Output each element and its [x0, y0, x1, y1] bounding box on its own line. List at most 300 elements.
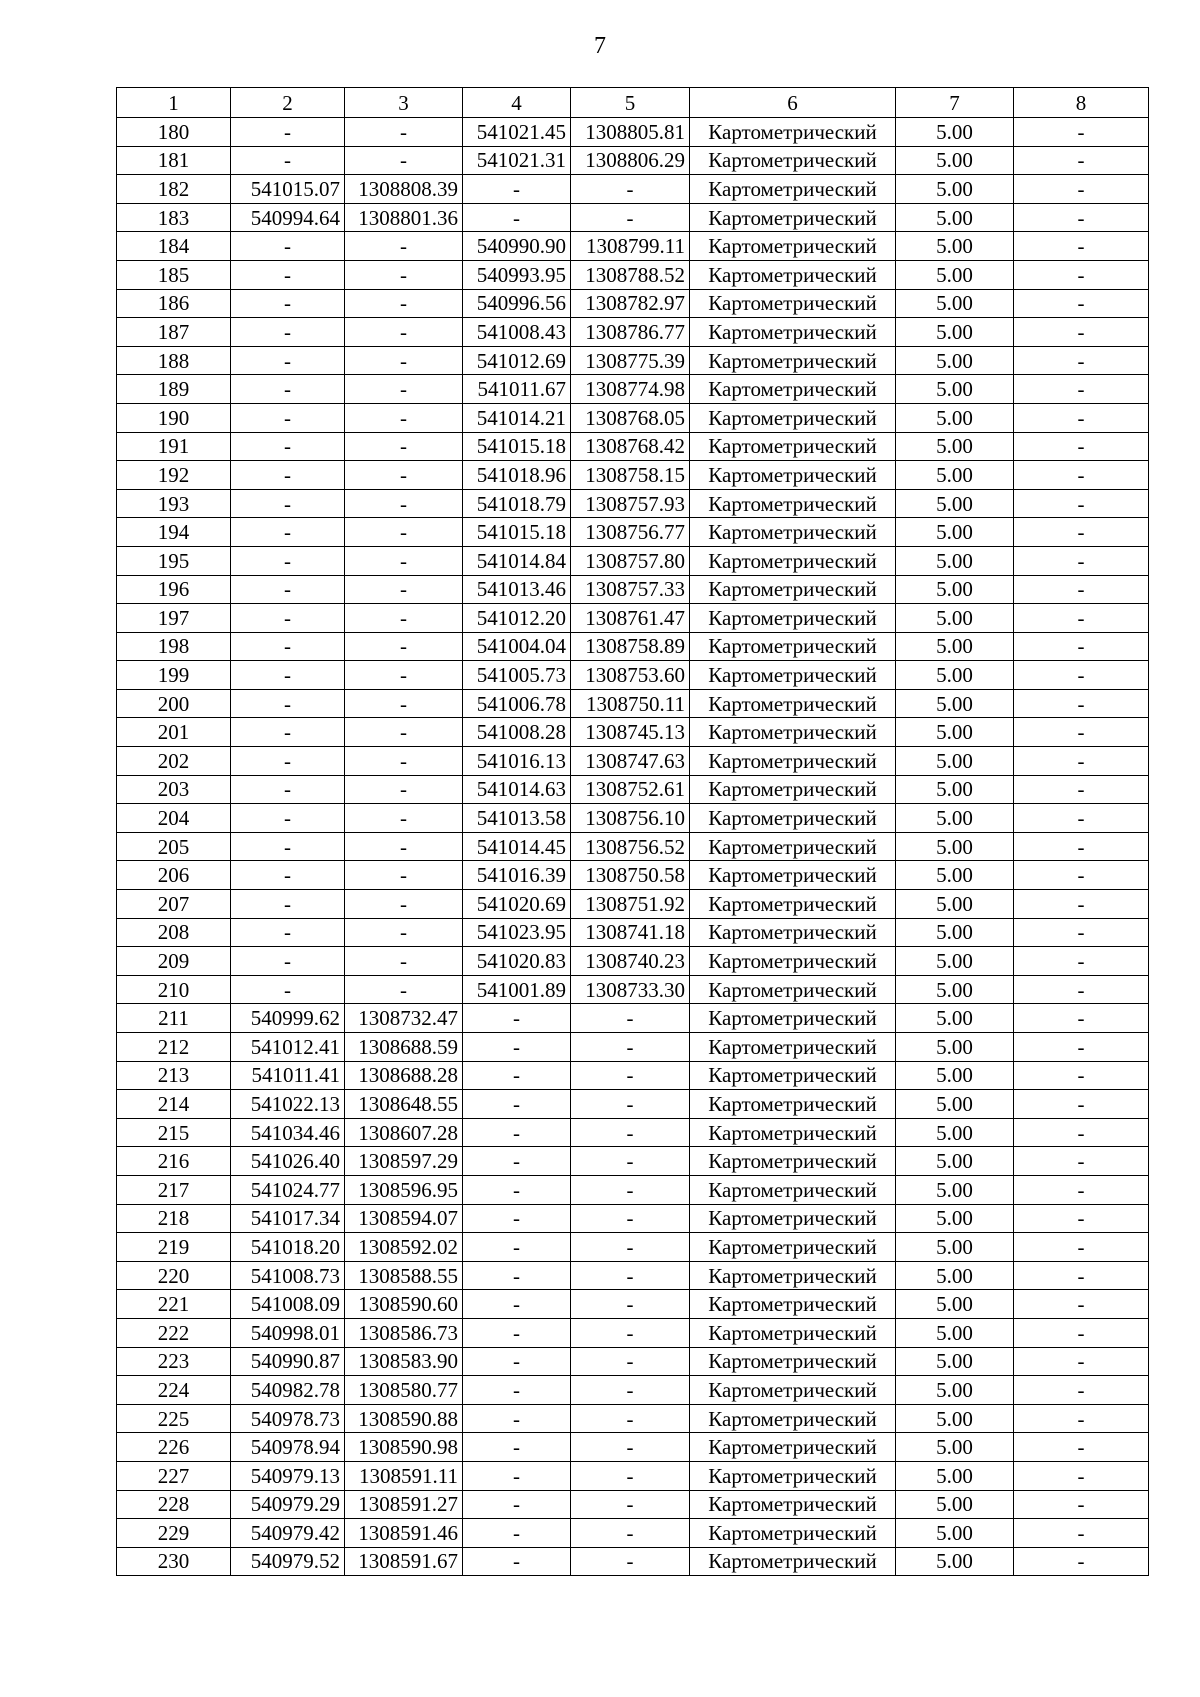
cell-y-new: - — [571, 1233, 690, 1262]
cell-x-existing: 541017.34 — [231, 1204, 345, 1233]
cell-x-existing: - — [231, 375, 345, 404]
cell-point-number: 196 — [117, 575, 231, 604]
cell-x-new: - — [463, 1290, 571, 1319]
cell-description: - — [1014, 1347, 1149, 1376]
cell-x-existing: - — [231, 518, 345, 547]
cell-method: Картометрический — [690, 1175, 896, 1204]
cell-x-new: - — [463, 1461, 571, 1490]
cell-accuracy: 5.00 — [896, 747, 1014, 776]
table-row — [117, 890, 1149, 919]
cell-description: - — [1014, 318, 1149, 347]
column-header-method: 6 — [690, 88, 896, 118]
cell-y-existing: - — [345, 689, 463, 718]
cell-description: - — [1014, 260, 1149, 289]
cell-accuracy: 5.00 — [896, 461, 1014, 490]
cell-description: - — [1014, 1175, 1149, 1204]
cell-point-number: 217 — [117, 1175, 231, 1204]
cell-accuracy: 5.00 — [896, 1061, 1014, 1090]
cell-point-number: 204 — [117, 804, 231, 833]
cell-x-existing: - — [231, 403, 345, 432]
cell-description: - — [1014, 661, 1149, 690]
cell-x-existing: - — [231, 232, 345, 261]
cell-y-existing: - — [345, 232, 463, 261]
cell-y-existing: - — [345, 146, 463, 175]
cell-y-existing: - — [345, 461, 463, 490]
cell-accuracy: 5.00 — [896, 1147, 1014, 1176]
cell-accuracy: 5.00 — [896, 346, 1014, 375]
cell-x-existing: 540990.87 — [231, 1347, 345, 1376]
cell-point-number: 184 — [117, 232, 231, 261]
column-header-x-existing: 2 — [231, 88, 345, 118]
cell-accuracy: 5.00 — [896, 861, 1014, 890]
cell-y-new: 1308750.11 — [571, 689, 690, 718]
cell-point-number: 186 — [117, 289, 231, 318]
cell-x-new: 541012.69 — [463, 346, 571, 375]
table-row — [117, 1261, 1149, 1290]
cell-point-number: 180 — [117, 118, 231, 147]
column-header-point-number: 1 — [117, 88, 231, 118]
table-row — [117, 1175, 1149, 1204]
cell-x-new: 541014.21 — [463, 403, 571, 432]
cell-x-existing: - — [231, 947, 345, 976]
cell-y-existing: - — [345, 661, 463, 690]
cell-x-existing: - — [231, 661, 345, 690]
cell-y-new: - — [571, 1404, 690, 1433]
cell-method: Картометрический — [690, 861, 896, 890]
cell-x-existing: 540982.78 — [231, 1376, 345, 1405]
table-row — [117, 1290, 1149, 1319]
cell-description: - — [1014, 1376, 1149, 1405]
cell-description: - — [1014, 718, 1149, 747]
cell-x-existing: - — [231, 604, 345, 633]
cell-x-existing: - — [231, 861, 345, 890]
cell-y-existing: 1308591.46 — [345, 1519, 463, 1548]
cell-y-new: 1308751.92 — [571, 890, 690, 919]
cell-x-existing: - — [231, 918, 345, 947]
table-row — [117, 661, 1149, 690]
cell-accuracy: 5.00 — [896, 890, 1014, 919]
cell-description: - — [1014, 1147, 1149, 1176]
cell-description: - — [1014, 403, 1149, 432]
cell-point-number: 214 — [117, 1090, 231, 1119]
cell-y-existing: - — [345, 432, 463, 461]
cell-x-new: - — [463, 203, 571, 232]
cell-y-existing: - — [345, 604, 463, 633]
cell-accuracy: 5.00 — [896, 1233, 1014, 1262]
cell-method: Картометрический — [690, 175, 896, 204]
table-row — [117, 203, 1149, 232]
cell-method: Картометрический — [690, 632, 896, 661]
cell-description: - — [1014, 175, 1149, 204]
cell-x-new: - — [463, 1147, 571, 1176]
table-row — [117, 175, 1149, 204]
cell-accuracy: 5.00 — [896, 203, 1014, 232]
cell-x-existing: 541022.13 — [231, 1090, 345, 1119]
cell-y-new: - — [571, 175, 690, 204]
cell-y-existing: 1308590.98 — [345, 1433, 463, 1462]
cell-y-existing: 1308590.88 — [345, 1404, 463, 1433]
column-header-x-new: 4 — [463, 88, 571, 118]
cell-description: - — [1014, 1118, 1149, 1147]
cell-y-existing: 1308596.95 — [345, 1175, 463, 1204]
cell-x-new: - — [463, 1519, 571, 1548]
cell-method: Картометрический — [690, 1290, 896, 1319]
table-row — [117, 432, 1149, 461]
cell-description: - — [1014, 689, 1149, 718]
cell-y-new: - — [571, 1261, 690, 1290]
cell-y-new: 1308768.05 — [571, 403, 690, 432]
cell-y-new: 1308733.30 — [571, 975, 690, 1004]
cell-y-existing: 1308597.29 — [345, 1147, 463, 1176]
cell-point-number: 213 — [117, 1061, 231, 1090]
cell-point-number: 230 — [117, 1547, 231, 1576]
cell-point-number: 200 — [117, 689, 231, 718]
cell-description: - — [1014, 1547, 1149, 1576]
cell-y-existing: 1308688.28 — [345, 1061, 463, 1090]
cell-accuracy: 5.00 — [896, 575, 1014, 604]
cell-description: - — [1014, 1318, 1149, 1347]
cell-point-number: 209 — [117, 947, 231, 976]
cell-y-existing: 1308594.07 — [345, 1204, 463, 1233]
table-row — [117, 1147, 1149, 1176]
cell-accuracy: 5.00 — [896, 175, 1014, 204]
cell-point-number: 197 — [117, 604, 231, 633]
cell-description: - — [1014, 1461, 1149, 1490]
cell-point-number: 198 — [117, 632, 231, 661]
cell-point-number: 191 — [117, 432, 231, 461]
cell-y-new: - — [571, 1004, 690, 1033]
table-row — [117, 346, 1149, 375]
cell-method: Картометрический — [690, 1490, 896, 1519]
cell-x-existing: - — [231, 546, 345, 575]
cell-point-number: 221 — [117, 1290, 231, 1319]
cell-accuracy: 5.00 — [896, 1290, 1014, 1319]
cell-accuracy: 5.00 — [896, 804, 1014, 833]
cell-y-existing: - — [345, 747, 463, 776]
cell-x-new: 540990.90 — [463, 232, 571, 261]
cell-y-new: 1308757.33 — [571, 575, 690, 604]
table-row — [117, 403, 1149, 432]
cell-accuracy: 5.00 — [896, 918, 1014, 947]
cell-description: - — [1014, 1490, 1149, 1519]
cell-method: Картометрический — [690, 1118, 896, 1147]
cell-description: - — [1014, 975, 1149, 1004]
cell-y-new: 1308750.58 — [571, 861, 690, 890]
cell-point-number: 181 — [117, 146, 231, 175]
cell-point-number: 223 — [117, 1347, 231, 1376]
cell-x-new: 541001.89 — [463, 975, 571, 1004]
cell-method: Картометрический — [690, 918, 896, 947]
cell-description: - — [1014, 1519, 1149, 1548]
cell-point-number: 195 — [117, 546, 231, 575]
table-row — [117, 1433, 1149, 1462]
cell-method: Картометрический — [690, 947, 896, 976]
cell-y-new: 1308752.61 — [571, 775, 690, 804]
cell-accuracy: 5.00 — [896, 661, 1014, 690]
cell-x-new: - — [463, 1347, 571, 1376]
cell-method: Картометрический — [690, 1261, 896, 1290]
table-row — [117, 489, 1149, 518]
cell-y-new: 1308799.11 — [571, 232, 690, 261]
cell-point-number: 189 — [117, 375, 231, 404]
cell-point-number: 224 — [117, 1376, 231, 1405]
cell-method: Картометрический — [690, 1318, 896, 1347]
cell-x-existing: - — [231, 346, 345, 375]
cell-method: Картометрический — [690, 661, 896, 690]
cell-x-new: - — [463, 1547, 571, 1576]
cell-x-existing: - — [231, 489, 345, 518]
table-row — [117, 1347, 1149, 1376]
cell-accuracy: 5.00 — [896, 1461, 1014, 1490]
cell-accuracy: 5.00 — [896, 775, 1014, 804]
cell-y-new: 1308741.18 — [571, 918, 690, 947]
cell-x-new: - — [463, 175, 571, 204]
table-row — [117, 1519, 1149, 1548]
cell-y-new: 1308774.98 — [571, 375, 690, 404]
cell-method: Картометрический — [690, 1519, 896, 1548]
cell-x-existing: - — [231, 718, 345, 747]
cell-method: Картометрический — [690, 346, 896, 375]
table-row — [117, 832, 1149, 861]
cell-x-existing: 541026.40 — [231, 1147, 345, 1176]
cell-y-existing: 1308591.11 — [345, 1461, 463, 1490]
cell-x-existing: - — [231, 775, 345, 804]
cell-point-number: 199 — [117, 661, 231, 690]
cell-method: Картометрический — [690, 1233, 896, 1262]
cell-x-existing: 541024.77 — [231, 1175, 345, 1204]
cell-method: Картометрический — [690, 1461, 896, 1490]
cell-y-new: 1308788.52 — [571, 260, 690, 289]
cell-point-number: 183 — [117, 203, 231, 232]
cell-point-number: 206 — [117, 861, 231, 890]
cell-method: Картометрический — [690, 575, 896, 604]
cell-y-existing: - — [345, 890, 463, 919]
cell-accuracy: 5.00 — [896, 518, 1014, 547]
cell-method: Картометрический — [690, 775, 896, 804]
cell-y-new: 1308806.29 — [571, 146, 690, 175]
cell-accuracy: 5.00 — [896, 289, 1014, 318]
cell-method: Картометрический — [690, 1433, 896, 1462]
cell-point-number: 219 — [117, 1233, 231, 1262]
cell-x-new: 541018.96 — [463, 461, 571, 490]
cell-description: - — [1014, 461, 1149, 490]
cell-method: Картометрический — [690, 403, 896, 432]
cell-method: Картометрический — [690, 318, 896, 347]
table-row — [117, 804, 1149, 833]
cell-x-new: 541015.18 — [463, 518, 571, 547]
cell-x-new: 541004.04 — [463, 632, 571, 661]
cell-method: Картометрический — [690, 975, 896, 1004]
cell-point-number: 207 — [117, 890, 231, 919]
cell-y-new: 1308775.39 — [571, 346, 690, 375]
cell-x-existing: - — [231, 890, 345, 919]
cell-x-existing: - — [231, 461, 345, 490]
table-header-row — [117, 88, 1149, 118]
cell-method: Картометрический — [690, 260, 896, 289]
cell-point-number: 229 — [117, 1519, 231, 1548]
cell-method: Картометрический — [690, 289, 896, 318]
cell-x-existing: - — [231, 632, 345, 661]
cell-x-existing: 540979.13 — [231, 1461, 345, 1490]
table-row — [117, 1376, 1149, 1405]
cell-point-number: 216 — [117, 1147, 231, 1176]
cell-point-number: 187 — [117, 318, 231, 347]
cell-y-existing: 1308801.36 — [345, 203, 463, 232]
table-row — [117, 546, 1149, 575]
cell-accuracy: 5.00 — [896, 947, 1014, 976]
cell-x-existing: 540978.94 — [231, 1433, 345, 1462]
cell-x-new: - — [463, 1204, 571, 1233]
table-row — [117, 632, 1149, 661]
cell-y-existing: 1308688.59 — [345, 1033, 463, 1062]
cell-accuracy: 5.00 — [896, 1090, 1014, 1119]
cell-x-new: 541008.43 — [463, 318, 571, 347]
cell-x-existing: - — [231, 432, 345, 461]
cell-point-number: 190 — [117, 403, 231, 432]
cell-x-existing: 541008.73 — [231, 1261, 345, 1290]
cell-y-existing: - — [345, 575, 463, 604]
cell-y-new: 1308782.97 — [571, 289, 690, 318]
cell-point-number: 194 — [117, 518, 231, 547]
cell-description: - — [1014, 289, 1149, 318]
cell-method: Картометрический — [690, 1033, 896, 1062]
cell-y-new: - — [571, 1147, 690, 1176]
cell-description: - — [1014, 632, 1149, 661]
cell-accuracy: 5.00 — [896, 832, 1014, 861]
cell-x-new: 541008.28 — [463, 718, 571, 747]
table-row — [117, 1090, 1149, 1119]
cell-x-new: - — [463, 1061, 571, 1090]
cell-x-new: 541021.45 — [463, 118, 571, 147]
cell-description: - — [1014, 346, 1149, 375]
table-row — [117, 1233, 1149, 1262]
cell-y-new: - — [571, 1519, 690, 1548]
cell-description: - — [1014, 890, 1149, 919]
cell-description: - — [1014, 232, 1149, 261]
cell-point-number: 220 — [117, 1261, 231, 1290]
cell-accuracy: 5.00 — [896, 1118, 1014, 1147]
cell-x-existing: 541018.20 — [231, 1233, 345, 1262]
cell-y-new: - — [571, 1376, 690, 1405]
table-row — [117, 1404, 1149, 1433]
cell-accuracy: 5.00 — [896, 1547, 1014, 1576]
cell-method: Картометрический — [690, 232, 896, 261]
cell-description: - — [1014, 146, 1149, 175]
cell-method: Картометрический — [690, 203, 896, 232]
cell-x-new: 540993.95 — [463, 260, 571, 289]
cell-point-number: 228 — [117, 1490, 231, 1519]
cell-x-new: 541020.83 — [463, 947, 571, 976]
cell-y-new: - — [571, 1175, 690, 1204]
table-row — [117, 318, 1149, 347]
cell-x-new: 541016.13 — [463, 747, 571, 776]
cell-accuracy: 5.00 — [896, 375, 1014, 404]
cell-y-new: 1308786.77 — [571, 318, 690, 347]
cell-method: Картометрический — [690, 890, 896, 919]
table-row — [117, 1033, 1149, 1062]
cell-y-existing: - — [345, 861, 463, 890]
cell-accuracy: 5.00 — [896, 1318, 1014, 1347]
cell-y-existing: 1308732.47 — [345, 1004, 463, 1033]
cell-x-new: 541014.45 — [463, 832, 571, 861]
cell-description: - — [1014, 1261, 1149, 1290]
cell-description: - — [1014, 747, 1149, 776]
cell-x-new: 541014.63 — [463, 775, 571, 804]
cell-y-new: 1308757.80 — [571, 546, 690, 575]
cell-description: - — [1014, 118, 1149, 147]
cell-description: - — [1014, 575, 1149, 604]
cell-y-existing: 1308808.39 — [345, 175, 463, 204]
cell-description: - — [1014, 1404, 1149, 1433]
cell-y-existing: - — [345, 118, 463, 147]
column-header-description: 8 — [1014, 88, 1149, 118]
cell-method: Картометрический — [690, 1347, 896, 1376]
cell-x-new: 541015.18 — [463, 432, 571, 461]
cell-description: - — [1014, 1204, 1149, 1233]
cell-point-number: 182 — [117, 175, 231, 204]
table-row — [117, 947, 1149, 976]
cell-x-existing: - — [231, 575, 345, 604]
cell-description: - — [1014, 546, 1149, 575]
table-row — [117, 1461, 1149, 1490]
table-row — [117, 575, 1149, 604]
cell-point-number: 185 — [117, 260, 231, 289]
cell-y-existing: - — [345, 346, 463, 375]
cell-y-existing: - — [345, 403, 463, 432]
cell-method: Картометрический — [690, 604, 896, 633]
cell-method: Картометрический — [690, 747, 896, 776]
cell-x-new: - — [463, 1404, 571, 1433]
cell-x-new: 541014.84 — [463, 546, 571, 575]
cell-x-existing: 540998.01 — [231, 1318, 345, 1347]
cell-method: Картометрический — [690, 1376, 896, 1405]
table-row — [117, 1118, 1149, 1147]
table-row — [117, 289, 1149, 318]
cell-y-existing: - — [345, 289, 463, 318]
cell-description: - — [1014, 1290, 1149, 1319]
cell-y-existing: - — [345, 832, 463, 861]
cell-y-new: 1308756.52 — [571, 832, 690, 861]
cell-y-existing: - — [345, 318, 463, 347]
cell-point-number: 208 — [117, 918, 231, 947]
cell-accuracy: 5.00 — [896, 1404, 1014, 1433]
cell-accuracy: 5.00 — [896, 689, 1014, 718]
cell-x-existing: 541015.07 — [231, 175, 345, 204]
cell-method: Картометрический — [690, 832, 896, 861]
table-row — [117, 1490, 1149, 1519]
cell-accuracy: 5.00 — [896, 975, 1014, 1004]
cell-description: - — [1014, 604, 1149, 633]
cell-y-new: 1308740.23 — [571, 947, 690, 976]
cell-accuracy: 5.00 — [896, 1261, 1014, 1290]
cell-y-new: - — [571, 1033, 690, 1062]
cell-y-new: 1308758.89 — [571, 632, 690, 661]
cell-x-new: - — [463, 1090, 571, 1119]
cell-accuracy: 5.00 — [896, 1175, 1014, 1204]
cell-x-existing: 540979.29 — [231, 1490, 345, 1519]
cell-x-existing: - — [231, 318, 345, 347]
cell-y-new: 1308745.13 — [571, 718, 690, 747]
column-header-accuracy: 7 — [896, 88, 1014, 118]
cell-y-new: - — [571, 1061, 690, 1090]
cell-description: - — [1014, 1233, 1149, 1262]
cell-x-new: - — [463, 1433, 571, 1462]
cell-y-new: 1308761.47 — [571, 604, 690, 633]
cell-y-new: 1308758.15 — [571, 461, 690, 490]
cell-accuracy: 5.00 — [896, 604, 1014, 633]
cell-y-existing: - — [345, 718, 463, 747]
table-row — [117, 918, 1149, 947]
